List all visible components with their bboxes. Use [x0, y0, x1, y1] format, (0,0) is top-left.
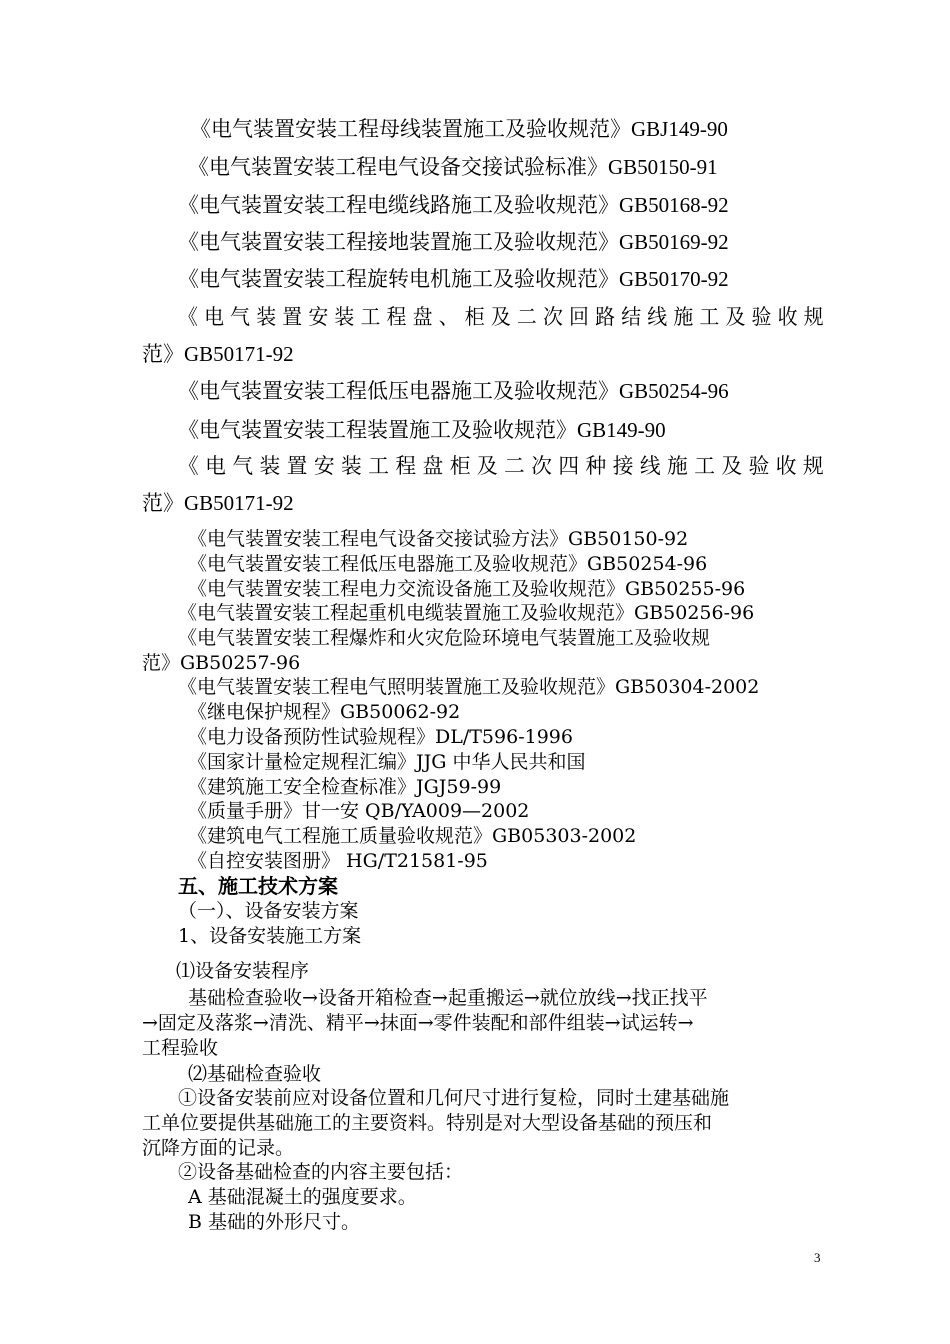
page-number: 3 — [814, 1250, 821, 1265]
subsection-heading: （一）、设备安装方案 — [178, 900, 359, 922]
paragraph-line: ②设备基础检查的内容主要包括： — [178, 1161, 464, 1183]
paragraph-line: ①设备安装前应对设备位置和几何尺寸进行复检，同时土建基础施 — [178, 1087, 730, 1109]
standard-line: 《电气装置安装工程电气照明装置施工及验收规范》GB50304-2002 — [178, 676, 760, 698]
standard-line: 《电气装置安装工程低压电器施工及验收规范》GB50254-96 — [178, 379, 729, 403]
standard-line: 《电气装置安装工程电气设备交接试验标准》GB50150-91 — [188, 155, 718, 179]
process-line: 工程验收 — [142, 1037, 219, 1059]
process-line: 基础检查验收→设备开箱检查→起重搬运→就位放线→找正找平 — [188, 987, 708, 1009]
process-line: →固定及落浆→清洗、精平→抹面→零件装配和部件组装→试运转→ — [142, 1012, 694, 1034]
standard-line: 《电气装置安装工程电缆线路施工及验收规范》GB50168-92 — [178, 193, 729, 217]
standard-line: 《电力设备预防性试验规程》DL/T596-1996 — [188, 726, 573, 748]
standard-line: 《电气装置安装工程电气设备交接试验方法》GB50150-92 — [188, 528, 689, 550]
standard-line: 《自控安装图册》 HG/T21581-95 — [188, 850, 488, 872]
standard-line-continued: 范》GB50171-92 — [142, 491, 294, 515]
subsection-heading: 1、设备安装施工方案 — [178, 925, 362, 947]
standard-line: 《继电保护规程》GB50062-92 — [188, 701, 461, 723]
standard-line: 《质量手册》甘一安 QB/YA009—2002 — [188, 800, 530, 822]
list-item: B 基础的外形尺寸。 — [188, 1211, 361, 1233]
standard-line-continued: 范》GB50257-96 — [142, 652, 301, 674]
standard-line: 《电气装置安装工程母线装置施工及验收规范》GBJ149-90 — [190, 117, 728, 141]
standard-line: 《电气装置安装工程低压电器施工及验收规范》GB50254-96 — [188, 553, 708, 575]
standard-line-continued: 范》GB50171-92 — [142, 342, 294, 366]
list-item: A 基础混凝土的强度要求。 — [188, 1186, 417, 1208]
step-title: ⑴设备安装程序 — [176, 960, 310, 982]
standard-line: 《建筑电气工程施工质量验收规范》GB05303-2002 — [188, 825, 637, 847]
section-heading: 五、施工技术方案 — [178, 874, 338, 898]
standard-line: 《电气装置安装工程起重机电缆装置施工及验收规范》GB50256-96 — [178, 602, 755, 624]
step-title: ⑵基础检查验收 — [188, 1063, 322, 1085]
paragraph-line: 沉降方面的记录。 — [142, 1137, 295, 1159]
paragraph-line: 工单位要提供基础施工的主要资料。特别是对大型设备基础的预压和 — [142, 1112, 713, 1134]
standard-line: 《国家计量检定规程汇编》JJG 中华人民共和国 — [188, 751, 586, 773]
standard-line: 《电气装置安装工程爆炸和火灾危险环境电气装置施工及验收规 — [178, 627, 711, 649]
standard-line: 《电气装置安装工程电力交流设备施工及验收规范》GB50255-96 — [188, 578, 746, 600]
standard-line: 《电气装置安装工程盘柜及二次四种接线施工及验收规 — [178, 454, 831, 478]
standard-line: 《电气装置安装工程装置施工及验收规范》GB149-90 — [178, 418, 666, 442]
standard-line: 《电气装置安装工程盘、柜及二次回路结线施工及验收规 — [178, 305, 830, 329]
standard-line: 《建筑施工安全检查标准》JGJ59-99 — [188, 776, 502, 798]
standard-line: 《电气装置安装工程旋转电机施工及验收规范》GB50170-92 — [178, 267, 729, 291]
standard-line: 《电气装置安装工程接地装置施工及验收规范》GB50169-92 — [178, 230, 729, 254]
